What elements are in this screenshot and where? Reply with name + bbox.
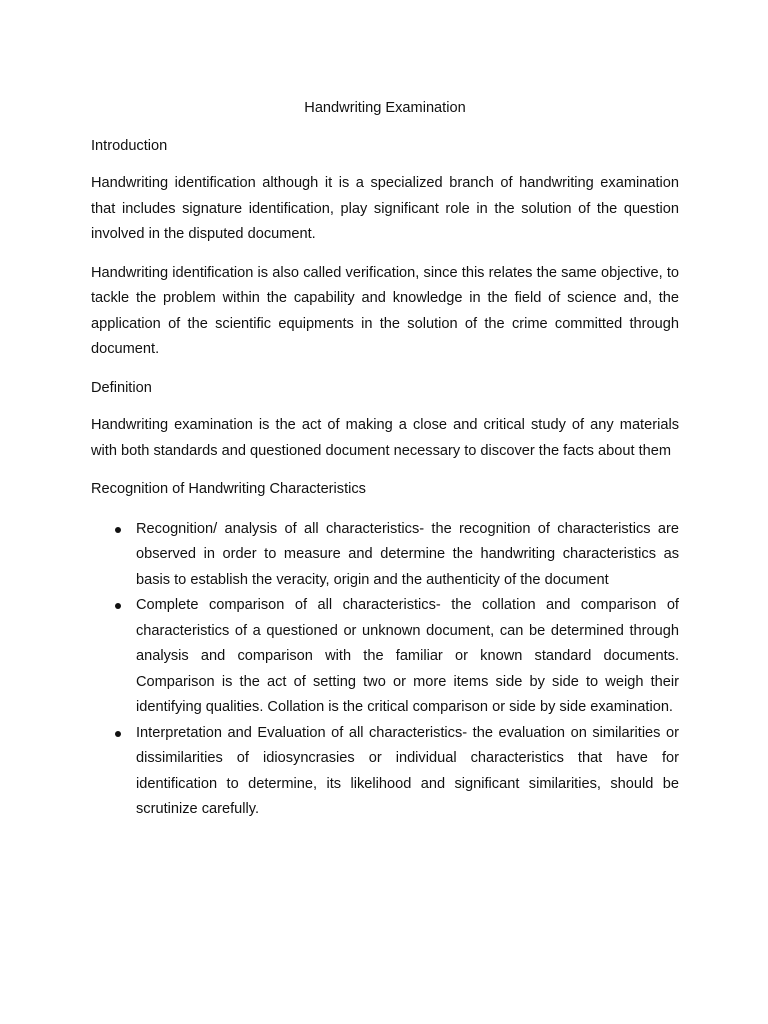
- list-item-text: Interpretation and Evaluation of all characteristics- the evaluation on similarities or dissimilarities of idiosyncrasies or individual characteristics that have for identification to determine, its likelihood and significant similarities, should be scrutinize carefully.: [136, 724, 679, 817]
- list-item: [91, 517, 679, 594]
- paragraph: Handwriting identification although it is a specialized branch of handwriting examination that includes signature identification, play significant role in the solution of the question involved in the disputed document.: [91, 175, 679, 242]
- paragraph: Handwriting examination is the act of making a close and critical study of any materials with both standards and questioned document necessary to discover the facts about them: [91, 417, 679, 459]
- list-item: [91, 593, 679, 721]
- section-heading-introduction: Introduction: [91, 137, 168, 154]
- bullet-icon: [115, 731, 121, 737]
- list-item-text: Complete comparison of all characteristics- the collation and comparison of characteristics of a questioned or unknown document, can be determined through analysis and comparison with the familiar or known standard documents. Comparison is the act of setting two or more items side by side to weigh their identifying qualities. Collation is the critical comparison or side by side examination.: [136, 597, 679, 715]
- section-heading-recognition: Recognition of Handwriting Characteristics: [91, 481, 366, 497]
- bullet-icon: [115, 527, 121, 533]
- list-item-text: Recognition/ analysis of all characteristics- the recognition of characteristics are observed in order to measure and determine the handwriting characteristics as basis to establish the veracity, origin and the authenticity of the document: [136, 520, 679, 588]
- document-title: Handwriting Examination: [304, 100, 466, 116]
- bullet-icon: [115, 603, 121, 609]
- characteristics-list: [91, 517, 679, 823]
- section-heading-definition: Definition: [91, 379, 152, 396]
- list-item: [91, 721, 679, 823]
- paragraph: Handwriting identification is also called verification, since this relates the same objective, to tackle the problem within the capability and knowledge in the field of science and, the application of the scientific equipments in the solution of the crime committed through document.: [91, 264, 679, 357]
